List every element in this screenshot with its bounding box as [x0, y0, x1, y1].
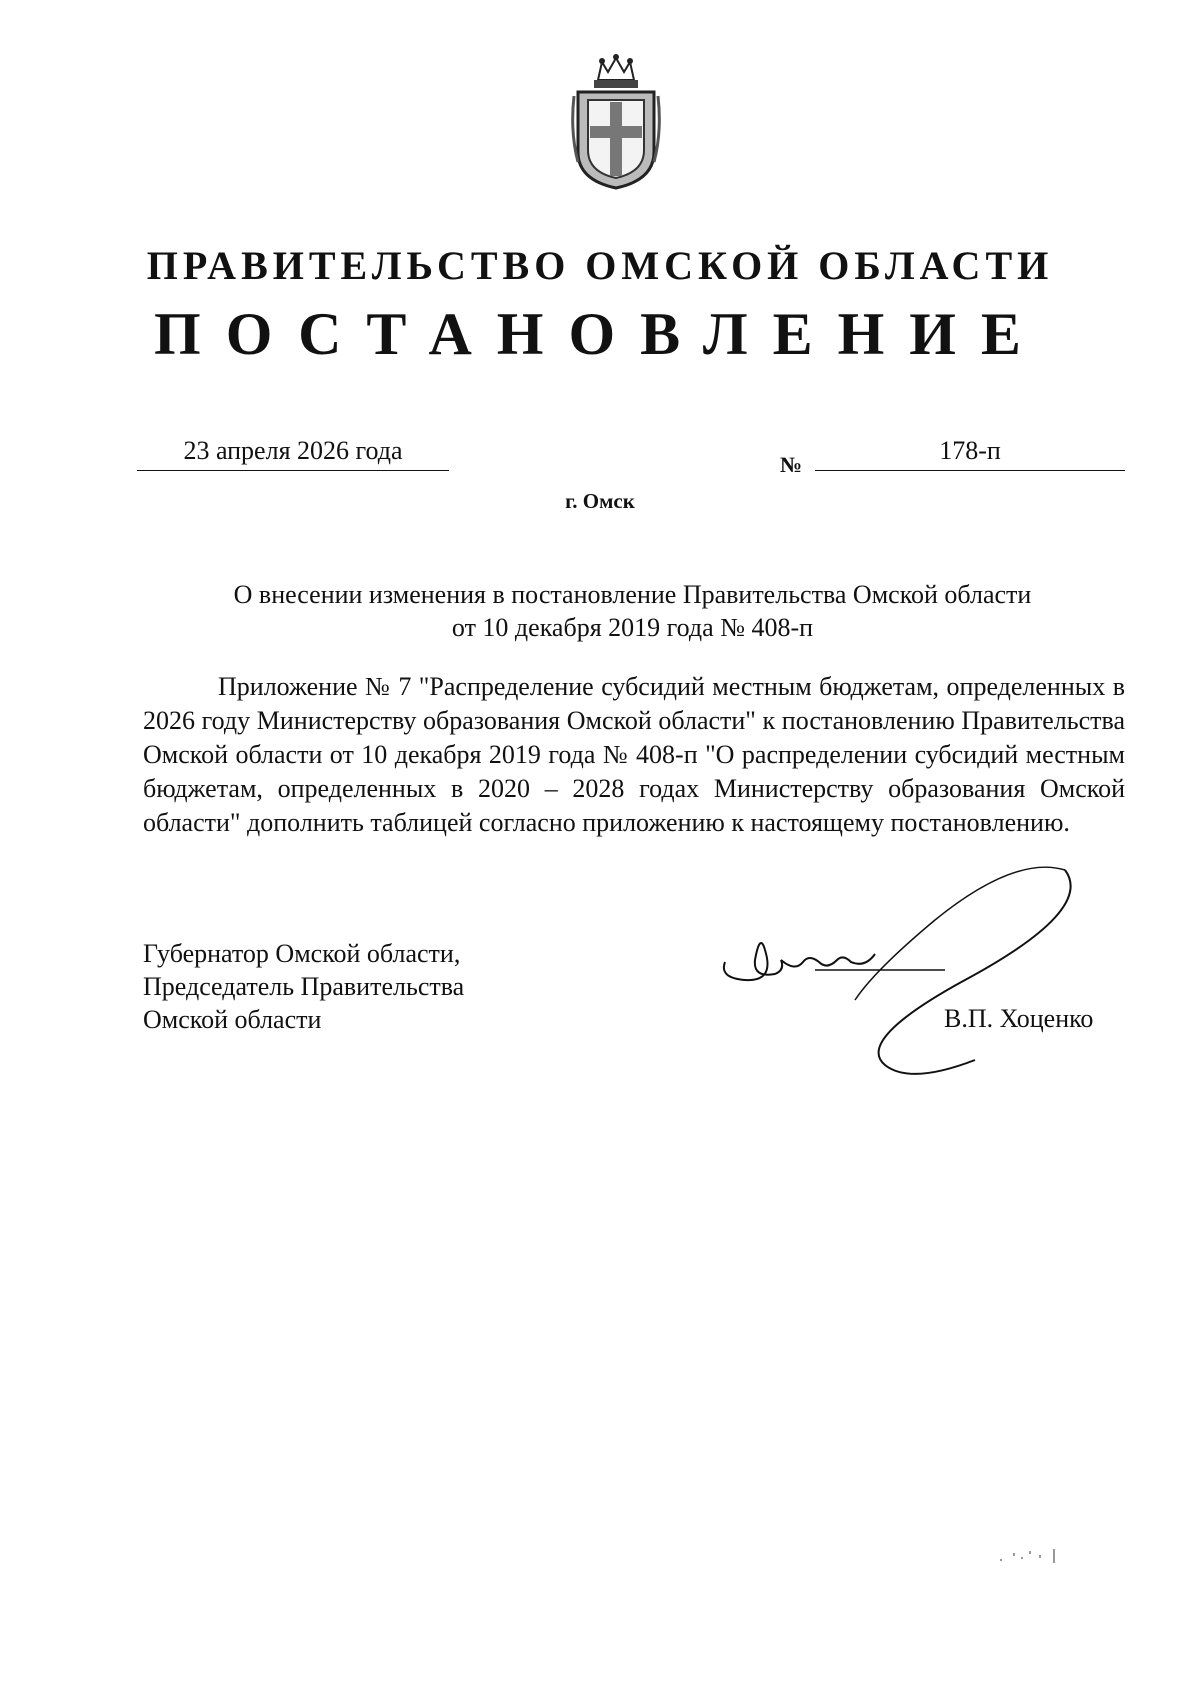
scan-artifact [995, 1545, 1065, 1575]
coat-of-arms-icon [568, 52, 664, 192]
body-paragraph: Приложение № 7 "Распределение субсидий местным бюджетам, определенных в 2026 году Министерству образования Омской области" к постановлению Правительства Омской области от 10 декабря 2019 года № 408-п "О распределении субсидий местным бюджетам, определенных в 2020 – 2028 годах Министерству образования Омской области" дополнить таблицей согласно приложению к настоящему постановлению. [143, 672, 1125, 837]
government-title: ПРАВИТЕЛЬСТВО ОМСКОЙ ОБЛАСТИ [146, 243, 1054, 288]
document-date: 23 апреля 2026 года [137, 436, 449, 471]
number-sign: № [780, 452, 803, 477]
position-line: Председатель Правительства [143, 972, 465, 1001]
position-line: Омской области [143, 1005, 322, 1034]
subject-line: от 10 декабря 2019 года № 408-п [451, 613, 814, 642]
document-number: 178-п [815, 436, 1125, 471]
city: г. Омск [565, 489, 635, 513]
document-type: ПОСТАНОВЛЕНИЕ [154, 301, 1046, 367]
signer-position [143, 937, 464, 1036]
document-subject [140, 578, 1125, 644]
signer-name: В.П. Хоценко [944, 1004, 1094, 1033]
handwritten-signature [715, 850, 1115, 1080]
subject-line: О внесении изменения в постановление Правительства Омской области [233, 580, 1032, 609]
position-line: Губернатор Омской области, [143, 939, 461, 968]
